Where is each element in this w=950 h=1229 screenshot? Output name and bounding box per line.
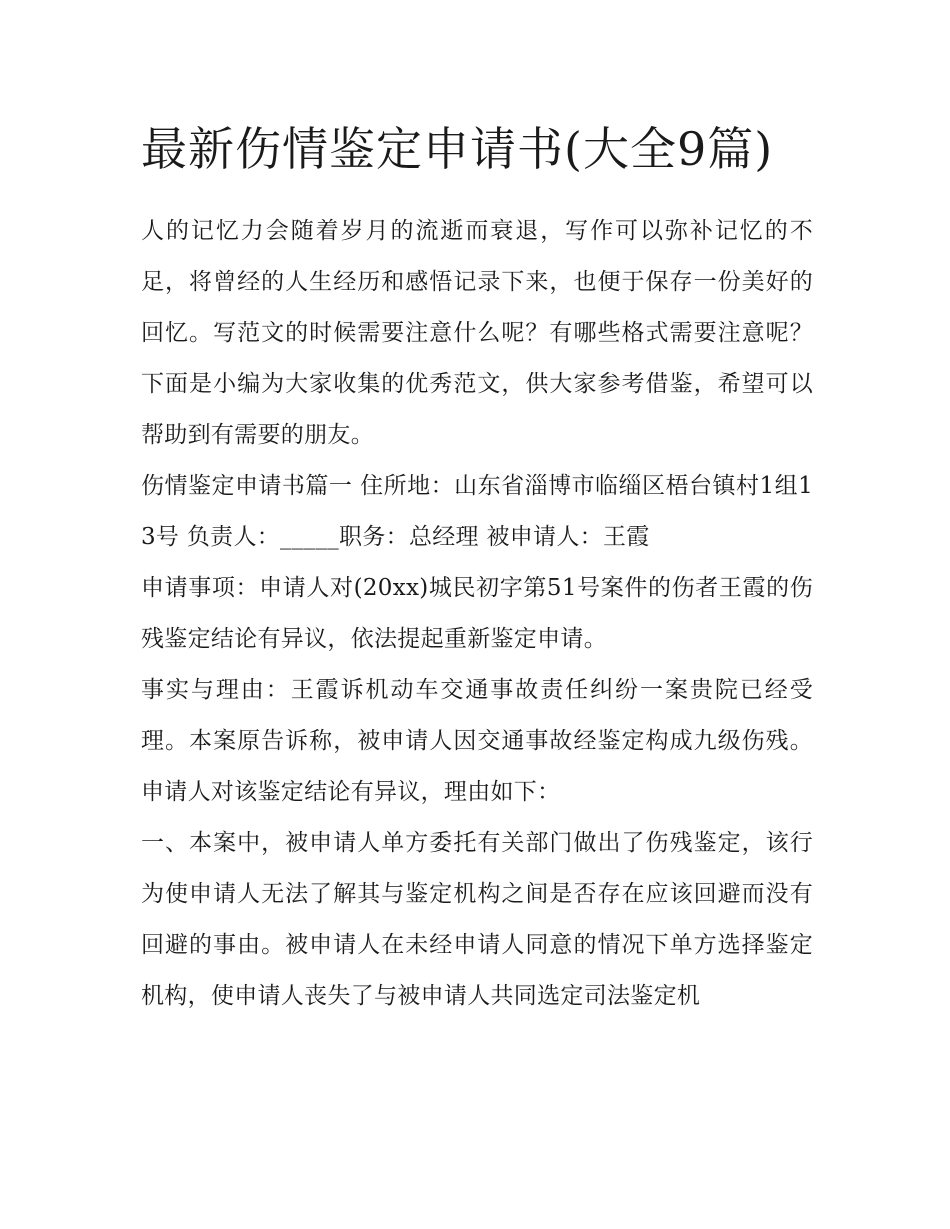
document-title: 最新伤情鉴定申请书(大全9篇) [141,122,774,176]
reason-one-paragraph: 一、本案中，被申请人单方委托有关部门做出了伤残鉴定，该行为使申请人无法了解其与鉴定机构之间是否存在应该回避而没有回避的事由。被申请人在未经申请人同意的情况下单方选择鉴定机构，使申请人丧失了与被申请人共同选定司法鉴定机 [141,830,813,1009]
document-page [141,112,813,1022]
request-items-paragraph: 申请事项：申请人对(20xx)城民初字第51号案件的伤者王霞的伤残鉴定结论有异议，依法提起重新鉴定申请。 [141,575,813,652]
facts-reasons-paragraph: 事实与理由：王霞诉机动车交通事故责任纠纷一案贵院已经受理。本案原告诉称，被申请人因交通事故经鉴定构成九级伤残。申请人对该鉴定结论有异议，理由如下： [141,677,813,805]
intro-paragraph: 人的记忆力会随着岁月的流逝而衰退，写作可以弥补记忆的不足，将曾经的人生经历和感悟记录下来，也便于保存一份美好的回忆。写范文的时候需要注意什么呢？有哪些格式需要注意呢？下面是小编为大家收集的优秀范文，供大家参考借鉴，希望可以帮助到有需要的朋友。 [141,218,813,448]
applicant-info-paragraph: 伤情鉴定申请书篇一 住所地：山东省淄博市临缁区梧台镇村1组13号 负责人：_____职务：总经理 被申请人：王霞 [141,473,813,550]
